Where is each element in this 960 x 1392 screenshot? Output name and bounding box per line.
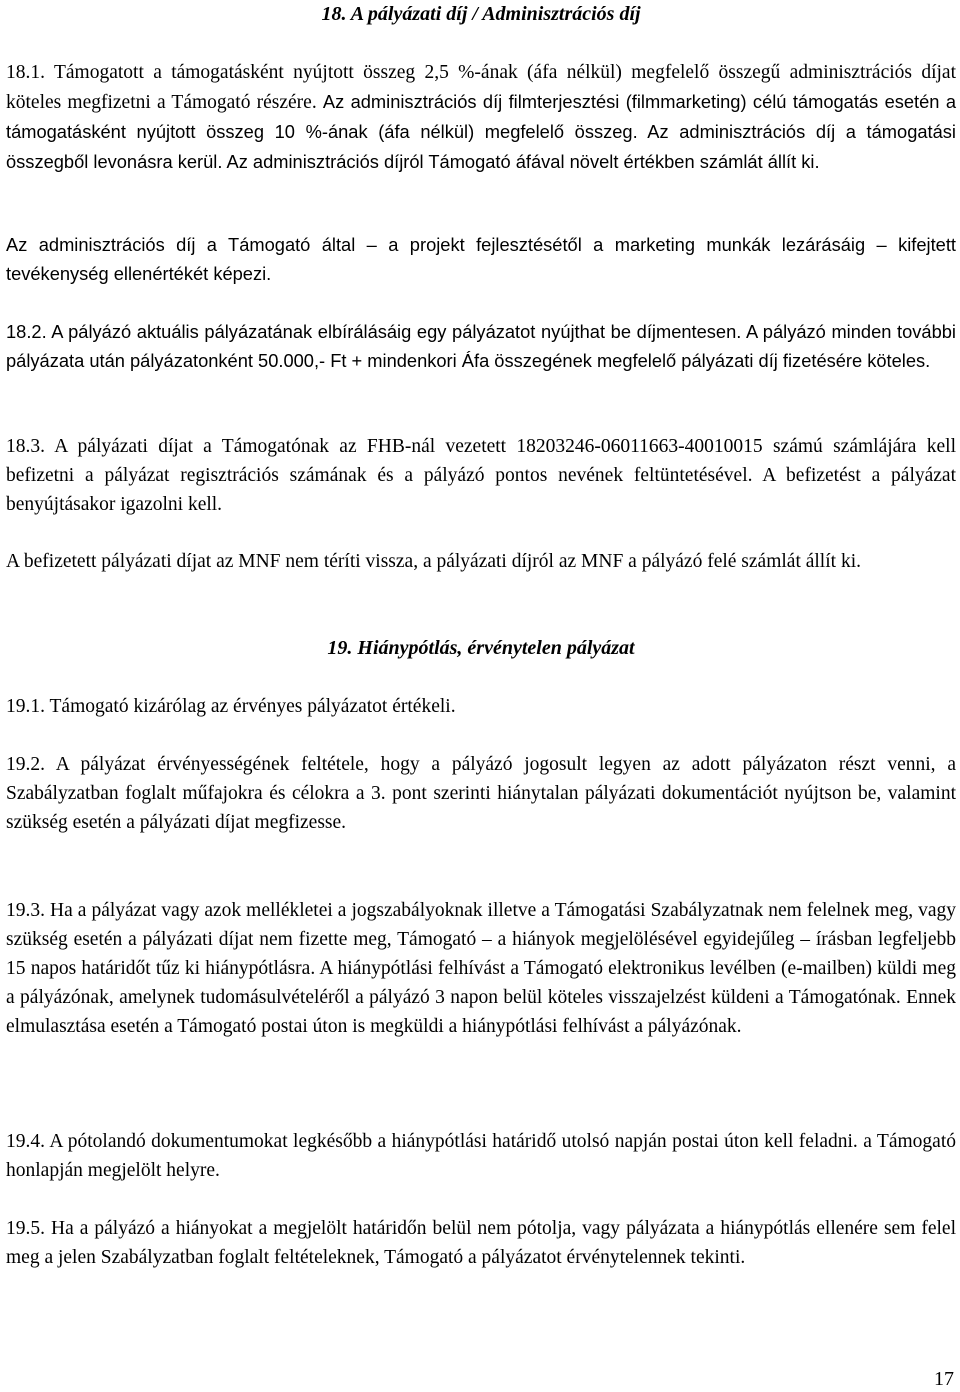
paragraph-admin-fee-description: Az adminisztrációs díj a Támogató által – a projekt fejlesztésétől a marketing munkák lezárásáig – kifejtett tevékenység ellenértékét képezi. (6, 234, 956, 284)
paragraph-19-5: 19.5. Ha a pályázó a hiányokat a megjelölt határidőn belül nem pótolja, vagy pályázata a hiánypótlás ellenére sem felel meg a jelen Szabályzatban foglalt feltételeknek, Támogató a pályázatot érvénytelennek tekinti. (6, 1218, 956, 1268)
paragraph-18-1 (6, 58, 956, 177)
paragraph-18-1-admin-fee: Az adminisztrációs díj filmterjesztési (filmmarketing) célú támogatás esetén a támogatásként nyújtott összeg 10 %-ának (áfa nélkül) megfelelő összeg. Az adminisztrációs díj a támogatási összegből levonásra kerül. Az adminisztrációs díjról Támogató áfával növelt értékben számlát állít ki. (6, 91, 956, 172)
paragraph-18-2: 18.2. A pályázó aktuális pályázatának elbírálásáig egy pályázatot nyújthat be díjmentesen. A pályázó minden további pályázata után pályázatonként 50.000,- Ft + mindenkori Áfa összegének megfelelő pályázati díj fizetésére köteles. (6, 321, 956, 371)
paragraph-19-4: 19.4. A pótolandó dokumentumokat legkésőbb a hiánypótlási határidő utolsó napján postai úton kell feladni. a Támogató honlapján megjelölt helyre. (6, 1131, 956, 1181)
section-19-heading: 19. Hiánypótlás, érvénytelen pályázat (327, 637, 635, 659)
paragraph-19-1: 19.1. Támogató kizárólag az érvényes pályázatot értékeli. (6, 696, 456, 717)
paragraph-fee-refund: A befizetett pályázati díjat az MNF nem téríti vissza, a pályázati díjról az MNF a pályázó felé számlát állít ki. (6, 551, 861, 572)
section-18-heading: 18. A pályázati díj / Adminisztrációs díj (321, 3, 641, 25)
paragraph-19-2: 19.2. A pályázat érvényességének feltétele, hogy a pályázó jogosult legyen az adott pályázaton részt venni, a Szabályzatban foglalt műfajokra és célokra a 3. pont szerinti hiánytalan pályázati dokumentációt nyújtson be, valamint szükség esetén a pályázati díjat megfizesse. (6, 754, 956, 833)
paragraph-18-3: 18.3. A pályázati díjat a Támogatónak az FHB-nál vezetett 18203246-06011663-40010015 számú számlájára kell befizetni a pályázat regisztrációs számának és a pályázó pontos nevének feltüntetésével. A befizetést a pályázat benyújtásakor igazolni kell. (6, 436, 956, 515)
paragraph-19-3: 19.3. Ha a pályázat vagy azok mellékletei a jogszabályoknak illetve a Támogatási Szabályzatnak nem felelnek meg, vagy szükség esetén a pályázati díjat nem fizette meg, Támogató – a hiányok megjelölésével egyidejűleg – írásban legfeljebb 15 napos határidőt tűz ki hiánypótlásra. A hiánypótlási felhívást a Támogató elektronikus levélben (e-mailben) küldi meg a pályázónak, amelynek tudomásulvételéről a pályázó 3 napon belül köteles visszajelzést küldeni a Támogatónak. Ennek elmulasztása esetén a Támogató postai úton is megküldi a hiánypótlási felhívást a pályázónak. (6, 900, 956, 1037)
paragraph-18-1-lead: 18.1. Támogatott a támogatásként nyújtott összeg 2,5 %-ának (áfa nélkül) megfelelő összegű adminisztrációs díjat köteles megfizetni a Támogató részére. (6, 62, 956, 113)
page-number: 17 (934, 1368, 954, 1390)
